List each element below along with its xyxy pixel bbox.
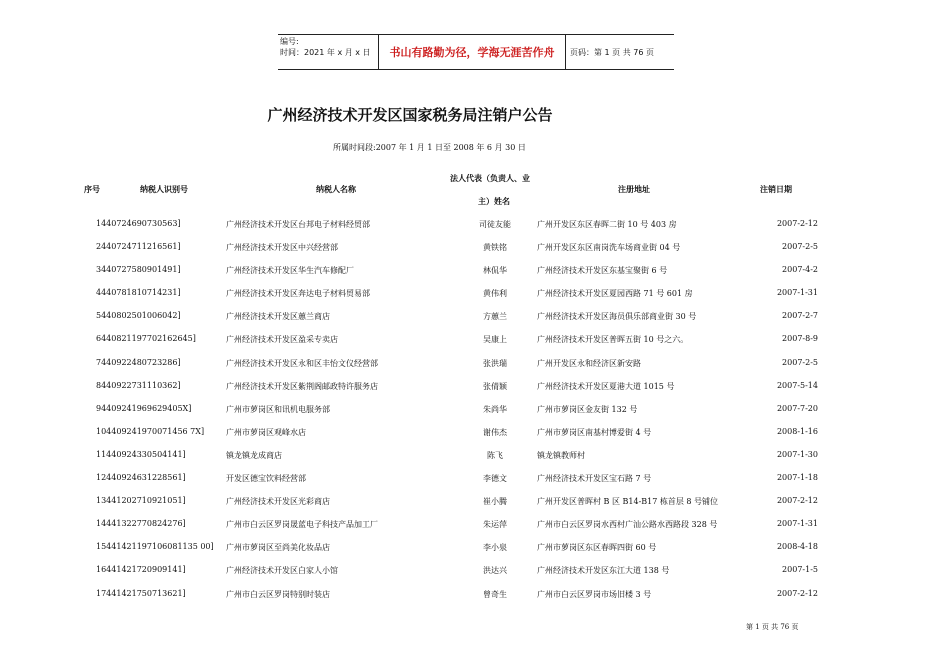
name-cell: 广州经济技术开发区蕙兰商店 <box>226 312 330 322</box>
table-row <box>0 378 950 401</box>
rep-cell: 黄伟利 <box>483 289 507 299</box>
col-header-date: 注销日期 <box>760 185 792 194</box>
taxid-cell: 17441421750713621] <box>96 588 186 598</box>
taxid-cell: 15441421197106081135 00] <box>96 542 214 552</box>
date-cell: 2007-1-31 <box>776 288 818 298</box>
name-cell: 广州经济技术开发区永和区丰怡文仪经营部 <box>226 358 378 368</box>
table-row <box>0 216 950 239</box>
rep-cell: 陈飞 <box>487 450 503 460</box>
name-cell: 镇龙镇龙成商店 <box>226 450 282 460</box>
taxid-cell: 12440924631228561] <box>96 473 186 483</box>
taxid-cell: 5440802501006042] <box>96 311 181 321</box>
taxid-cell: 8440922731110362] <box>96 380 181 390</box>
name-cell: 广州经济技术开发区奔达电子材料贸易部 <box>226 289 370 299</box>
table-row <box>0 493 950 516</box>
name-cell: 广州市萝岗区和讯机电服务部 <box>226 404 330 414</box>
name-cell: 广州经济技术开发区紫荆阁邮政特许服务店 <box>226 381 378 391</box>
address-cell: 广州市萝岗区东区春晖四街 60 号 <box>537 543 657 553</box>
address-cell: 广州市白云区罗岗水西村广汕公路水西路段 328 号 <box>537 520 718 530</box>
name-cell: 广州经济技术开发区盈采专卖店 <box>226 335 338 345</box>
address-cell: 广州开发区东区南岗洗车场商业街 04 号 <box>537 243 681 253</box>
name-cell: 广州经济技术开发区中兴经营部 <box>226 243 338 253</box>
header-box <box>278 34 674 70</box>
address-cell: 广州市萝岗区金友街 132 号 <box>537 404 638 414</box>
date-cell: 2007-2-12 <box>776 219 818 228</box>
name-cell: 广州市萝岗区观峰水店 <box>226 427 306 437</box>
page-title: 广州经济技术开发区国家税务局注销户公告 <box>267 106 553 124</box>
address-cell: 广州开发区永和经济区新安路 <box>537 358 641 368</box>
table-row <box>0 331 950 354</box>
date-cell: 2007-7-20 <box>776 403 818 413</box>
table-row <box>0 447 950 470</box>
date-cell: 2007-1-5 <box>782 565 818 575</box>
date-cell: 2007-2-12 <box>776 496 818 506</box>
taxid-cell: 3440727580901491] <box>96 265 181 275</box>
name-cell: 广州经济技术开发区台邦电子材料经贸部 <box>226 220 370 229</box>
rep-cell: 方蕙兰 <box>483 312 507 322</box>
rep-cell: 朱运萍 <box>483 520 507 530</box>
col-header-seq: 序号 <box>84 185 100 194</box>
rep-cell: 张倩颖 <box>483 381 507 391</box>
table-row <box>0 516 950 539</box>
table-row <box>0 262 950 285</box>
rep-cell: 崔小腾 <box>483 497 507 507</box>
date-cell: 2007-1-18 <box>776 473 818 483</box>
col-header-address: 注册地址 <box>618 185 650 194</box>
taxid-cell: 2440724711216561] <box>96 242 181 252</box>
taxid-cell: 7440922480723286] <box>96 357 181 367</box>
rep-cell: 林侃华 <box>483 266 507 276</box>
date-cell: 2007-2-7 <box>782 311 818 321</box>
col-header-name: 纳税人名称 <box>316 185 356 194</box>
address-cell: 广州经济技术开发区宝石路 7 号 <box>537 474 652 484</box>
table-row <box>0 562 950 585</box>
rep-cell: 李小泉 <box>483 543 507 553</box>
address-cell: 广州经济技术开发区夏港大道 1015 号 <box>537 381 675 391</box>
taxid-cell: 4440781810714231] <box>96 288 181 298</box>
date-cell: 2007-2-5 <box>782 242 818 252</box>
col-header-taxid: 纳税人识别号 <box>140 185 188 194</box>
rep-cell: 洪达兴 <box>483 566 507 576</box>
address-cell: 广州开发区普晖村 B 区 B14-B17 栋首层 8 号铺位 <box>537 497 719 507</box>
header-meta <box>280 36 376 58</box>
table-row <box>0 308 950 331</box>
address-cell: 广州市萝岗区南基村博爱街 4 号 <box>537 427 652 437</box>
code-label: 编号: <box>280 37 299 46</box>
taxid-cell: 104409241970071456 7X] <box>96 426 205 436</box>
taxid-cell: 11440924330504141] <box>96 449 186 459</box>
date-cell: 2007-8-9 <box>782 334 818 344</box>
name-cell: 广州经济技术开发区华生汽车修配厂 <box>226 266 354 276</box>
address-cell: 广州开发区东区春晖二街 10 号 403 房 <box>537 220 677 229</box>
table-row <box>0 401 950 424</box>
name-cell: 广州市白云区罗岗特别时装店 <box>226 589 330 599</box>
date-cell: 2007-1-30 <box>776 449 818 459</box>
taxid-cell: 16441421720909141] <box>96 565 186 575</box>
date-cell: 2007-4-2 <box>782 265 818 275</box>
record-table <box>0 216 950 609</box>
address-cell: 镇龙镇教师村 <box>537 450 585 460</box>
date-cell: 2007-2-5 <box>782 357 818 367</box>
rep-cell: 吴康上 <box>483 335 507 345</box>
rep-cell: 曾奇生 <box>483 589 507 599</box>
taxid-cell: 13441202710921051] <box>96 496 186 506</box>
motto: 书山有路勤为径，学海无涯苦作舟 <box>378 35 566 69</box>
table-row <box>0 355 950 378</box>
date-cell: 2007-2-12 <box>776 588 818 598</box>
taxid-cell: 6440821197702162645] <box>96 334 196 344</box>
taxid-cell: 94409241969629405X] <box>96 403 192 413</box>
table-row <box>0 285 950 308</box>
taxid-cell: 14441322770824276] <box>96 519 186 529</box>
table-row <box>0 470 950 493</box>
table-row <box>0 539 950 562</box>
address-cell: 广州经济技术开发区海员俱乐部商业街 30 号 <box>537 312 697 322</box>
address-cell: 广州经济技术开发区东江大道 138 号 <box>537 566 670 576</box>
date-cell: 2008-1-16 <box>776 426 818 436</box>
date-cell: 2007-5-14 <box>776 380 818 390</box>
rep-cell: 黄铁铭 <box>483 243 507 253</box>
rep-cell: 谢伟杰 <box>483 427 507 437</box>
address-cell: 广州市白云区罗岗市场旧楼 3 号 <box>537 589 652 599</box>
name-cell: 开发区德宝饮料经营部 <box>226 474 306 484</box>
name-cell: 广州市白云区罗岗晟蓝电子科技产品加工厂 <box>226 520 378 530</box>
page-footer: 第 1 页 共 76 页 <box>746 623 799 631</box>
name-cell: 广州经济技术开发区白家人小馆 <box>226 566 338 576</box>
col-header-rep-line1: 法人代表（负责人、业 <box>450 174 530 183</box>
taxid-cell: 1440724690730563] <box>96 219 181 228</box>
name-cell: 广州市萝岗区至尚美化妆品店 <box>226 543 330 553</box>
rep-cell: 李德文 <box>483 474 507 484</box>
name-cell: 广州经济技术开发区光彩商店 <box>226 497 330 507</box>
rep-cell: 张洪瑞 <box>483 358 507 368</box>
address-cell: 广州经济技术开发区东基宝聚街 6 号 <box>537 266 668 276</box>
page-info: 页码：第 1 页 共 76 页 <box>570 47 654 57</box>
period-text: 所属时间段:2007 年 1 月 1 日至 2008 年 6 月 30 日 <box>333 143 526 152</box>
date-cell: 2008-4-18 <box>776 542 818 552</box>
table-row <box>0 586 950 609</box>
address-cell: 广州经济技术开发区普晖五街 10 号之六。 <box>537 335 689 345</box>
table-row <box>0 239 950 262</box>
rep-cell: 朱尚华 <box>483 404 507 414</box>
date-cell: 2007-1-31 <box>776 519 818 529</box>
rep-cell: 司徒友能 <box>479 220 511 229</box>
time-label: 时间：2021 年 x 月 x 日 <box>280 48 371 57</box>
col-header-rep-line2: 主）姓名 <box>478 197 510 206</box>
table-row <box>0 424 950 447</box>
address-cell: 广州经济技术开发区夏园西路 71 号 601 房 <box>537 289 693 299</box>
